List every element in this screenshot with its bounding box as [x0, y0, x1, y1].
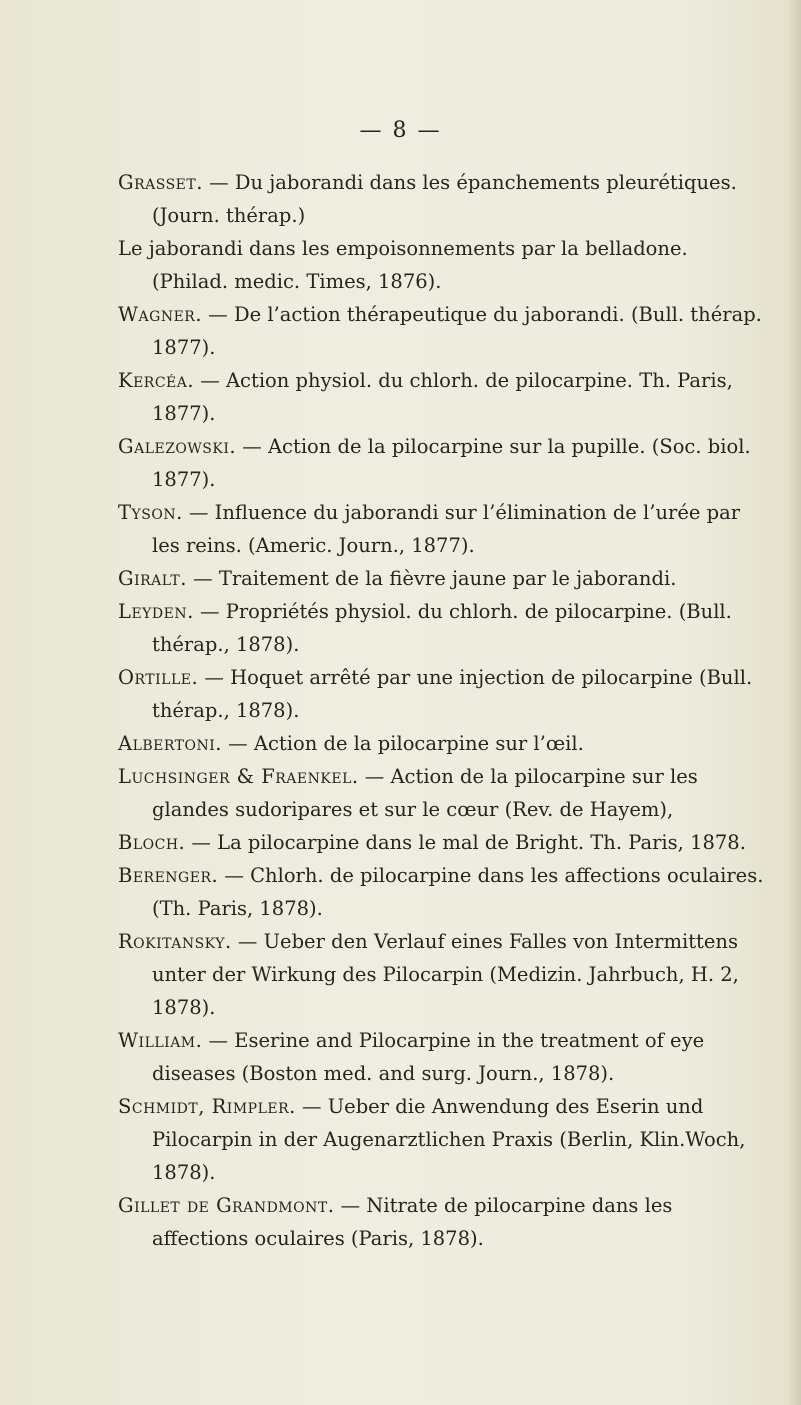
entry-author: Wagner.: [118, 303, 203, 326]
entry-author: Grasset.: [118, 171, 203, 194]
entry-text: — Ueber den Verlauf eines Falles von Intermittens unter der Wirkung des Pilocarpin (Medizin. Jahrbuch, H. 2, 1878).: [152, 930, 739, 1019]
bibliography-entry: [118, 430, 768, 496]
entry-text: — Chlorh. de pilocarpine dans les affections oculaires. (Th. Paris, 1878).: [152, 864, 764, 920]
bibliography-entry: [118, 364, 768, 430]
entry-author: Ortille.: [118, 666, 199, 689]
bibliography-entry: [118, 562, 768, 595]
bibliography-entry: [118, 925, 768, 1024]
bibliography-entry: [118, 661, 768, 727]
entry-text: — Hoquet arrêté par une injection de pilocarpine (Bull. thérap., 1878).: [152, 666, 753, 722]
entry-text: — Action de la pilocarpine sur la pupille. (Soc. biol. 1877).: [152, 435, 751, 491]
bibliography-entry: [118, 595, 768, 661]
entry-text: — Propriétés physiol. du chlorh. de pilocarpine. (Bull. thérap., 1878).: [152, 600, 732, 656]
entry-author: Schmidt, Rimpler.: [118, 1095, 296, 1118]
bibliography-entry: [118, 1090, 768, 1189]
bibliography-entry: [118, 232, 768, 298]
entry-text: — Eserine and Pilocarpine in the treatment of eye diseases (Boston med. and surg. Journ., 1878).: [152, 1029, 705, 1085]
entry-author: Kercéa.: [118, 369, 195, 392]
entry-text: — Du jaborandi dans les épanchements pleurétiques. (Journ. thérap.): [152, 171, 737, 227]
page-edge-shadow: [787, 0, 801, 1405]
entry-text: — Action de la pilocarpine sur l’œil.: [221, 732, 584, 755]
entry-text: — Ueber die Anwendung des Eserin und Pilocarpin in der Augenarztlichen Praxis (Berlin, Klin.Woch, 1878).: [152, 1095, 746, 1184]
entry-author: Giralt.: [118, 567, 187, 590]
entry-text: — Traitement de la fièvre jaune par le jaborandi.: [186, 567, 677, 590]
entry-author: Berenger.: [118, 864, 219, 887]
bibliography-entry: [118, 1189, 768, 1255]
bibliography-entry: [118, 760, 768, 826]
entry-author: Tyson.: [118, 501, 183, 524]
entry-author: Albertoni.: [118, 732, 222, 755]
entry-text: Le jaborandi dans les empoisonnements par la belladone. (Philad. medic. Times, 1876).: [118, 237, 688, 293]
entry-author: Gillet de Grandmont.: [118, 1194, 335, 1217]
entry-text: — Influence du jaborandi sur l’élimination de l’urée par les reins. (Americ. Journ., 1877).: [152, 501, 741, 557]
bibliography-entry: [118, 298, 768, 364]
entry-text: — Nitrate de pilocarpine dans les affections oculaires (Paris, 1878).: [152, 1194, 673, 1250]
bibliography-entry: [118, 1024, 768, 1090]
entry-author: Leyden.: [118, 600, 194, 623]
entry-author: Bloch.: [118, 831, 186, 854]
entry-text: — La pilocarpine dans le mal de Bright. Th. Paris, 1878.: [185, 831, 746, 854]
bibliography-entry: [118, 859, 768, 925]
bibliography-entry: [118, 826, 768, 859]
bibliography-entry: [118, 496, 768, 562]
entry-author: William.: [118, 1029, 203, 1052]
bibliography-list: [118, 166, 768, 1255]
entry-text: — Action de la pilocarpine sur les glandes sudoripares et sur le cœur (Rev. de Hayem),: [152, 765, 698, 821]
bibliography-entry: [118, 166, 768, 232]
page-number: — 8 —: [359, 118, 442, 143]
entry-author: Galezowski.: [118, 435, 237, 458]
bibliography-entry: [118, 727, 768, 760]
entry-author: Rokitansky.: [118, 930, 232, 953]
entry-text: — Action physiol. du chlorh. de pilocarpine. Th. Paris, 1877).: [152, 369, 733, 425]
entry-text: — De l’action thérapeutique du jaborandi. (Bull. thérap. 1877).: [152, 303, 762, 359]
entry-author: Luchsinger & Fraenkel.: [118, 765, 359, 788]
